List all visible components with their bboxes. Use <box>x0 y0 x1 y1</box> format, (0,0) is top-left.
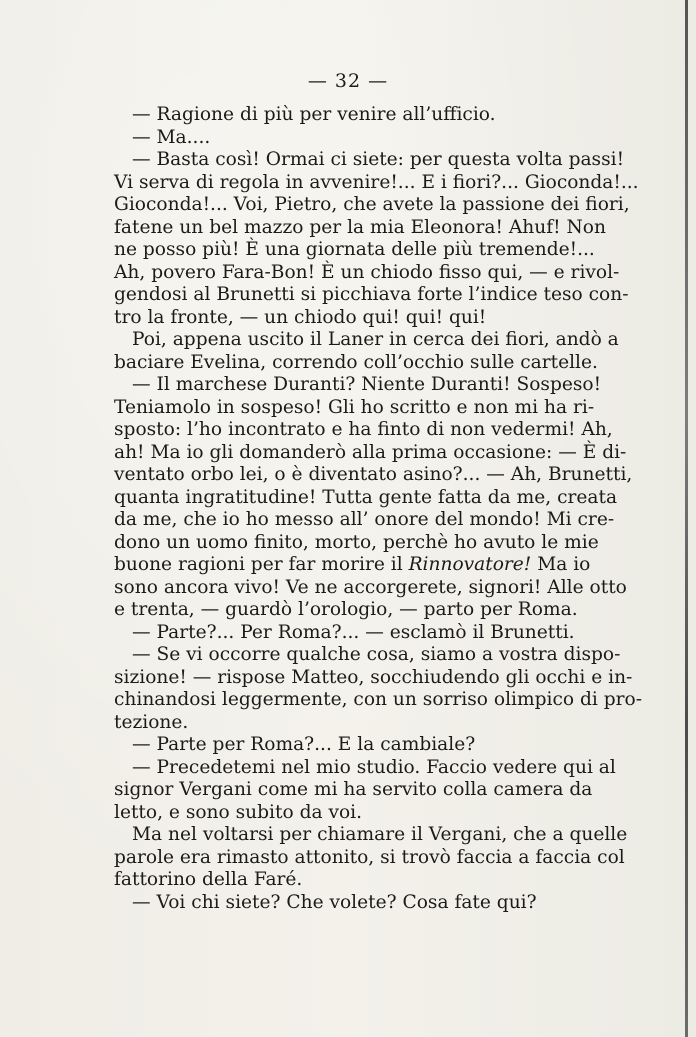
text-line-content: tro la fronte, — un chiodo qui! qui! qui! <box>114 306 487 328</box>
text-line-content: — Basta così! Ormai ci siete: per questa volta passi! <box>132 149 625 170</box>
text-line-content: — Parte per Roma?... E la cambiale? <box>132 734 476 755</box>
text-line <box>114 531 599 555</box>
page-number: — 32 — <box>307 70 389 92</box>
text-line <box>114 756 616 780</box>
text-line-content: fatene un bel mazzo per la mia Eleonora! Ahuf! Non <box>114 216 606 238</box>
text-line-content: tezione. <box>114 711 189 733</box>
text-line <box>114 419 613 442</box>
text-line-content: e trenta, — guardò l’orologio, — parto per Roma. <box>114 599 578 620</box>
text-line <box>114 351 598 375</box>
text-line <box>114 464 633 487</box>
text-line <box>114 892 584 915</box>
text-line-content: Gioconda!... Voi, Pietro, che avete la passione dei fiori, <box>114 194 630 215</box>
text-line <box>114 666 633 690</box>
text-line-content: letto, e sono subito da voi. <box>114 801 363 823</box>
text-line-content: buone ragioni per far morire il <box>114 554 409 575</box>
text-line <box>114 576 627 600</box>
text-line <box>114 824 628 847</box>
text-line <box>114 441 627 465</box>
text-line <box>114 689 642 712</box>
text-line <box>114 149 625 172</box>
text-line <box>114 486 618 510</box>
text-line-content: chinandosi leggermente, con un sorriso olimpico di pro- <box>114 689 642 710</box>
text-line-content: gendosi al Brunetti si picchiava forte l’indice teso con- <box>114 284 629 305</box>
text-line-content: sono ancora vivo! Ve ne accorgerete, signori! Alle otto <box>114 576 627 598</box>
text-line-content: ah! Ma io gli domanderò alla prima occasione: — È di- <box>114 441 627 463</box>
text-line-content: — Parte?... Per Roma?... — esclamò il Brunetti. <box>132 621 575 643</box>
page-edge-shadow <box>685 0 688 1037</box>
text-line <box>114 261 620 285</box>
text-line-content: — Precedetemi nel mio studio. Faccio vedere qui al <box>132 756 616 778</box>
text-line-content: Vi serva di regola in avvenire!... E i fiori?... Gioconda!... <box>114 171 639 193</box>
text-line <box>114 644 621 667</box>
body-text <box>114 104 642 914</box>
text-line-content: — Se vi occorre qualche cosa, siamo a vostra dispo- <box>132 644 621 665</box>
text-line-content: sizione! — rispose Matteo, socchiudendo gli occhi e in- <box>114 666 633 688</box>
text-line <box>114 239 595 262</box>
text-line <box>114 622 584 645</box>
text-line-content: da me, che io ho messo all’ onore del mondo! Mi cre- <box>114 509 615 530</box>
text-line-content: ne posso più! È una giornata delle più tremende!... <box>114 239 595 260</box>
text-line-content: — Voi chi siete? Che volete? Cosa fate qui? <box>132 891 537 913</box>
text-line-content: Ah, povero Fara-Bon! È un chiodo fisso qui, — e rivol- <box>114 261 620 283</box>
text-line <box>114 171 639 195</box>
text-line <box>114 329 619 352</box>
text-line <box>114 509 615 532</box>
text-line-content: parole era rimasto attonito, si trovò faccia a faccia col <box>114 846 625 868</box>
text-line <box>114 284 629 307</box>
italic-title: Rinnovatore! <box>408 554 532 575</box>
text-line-content: dono un uomo finito, morto, perchè ho avuto le mie <box>114 531 599 553</box>
text-line <box>114 374 602 397</box>
text-line-continuation: Ma io <box>531 554 591 575</box>
text-line-content: fattorino della Faré. <box>114 869 303 890</box>
text-line-content: baciare Evelina, correndo coll’occhio sulle cartelle. <box>114 351 598 373</box>
text-line <box>114 802 584 825</box>
text-line <box>114 734 584 757</box>
text-line-content: ventato orbo lei, o è diventato asino?... — Ah, Brunetti, <box>114 464 633 485</box>
text-line-content: signor Vergani come mi ha servito colla camera da <box>114 779 593 800</box>
text-line-content: — Il marchese Duranti? Niente Duranti! Sospeso! <box>132 374 602 395</box>
text-line <box>114 396 595 420</box>
text-line <box>114 307 584 330</box>
text-line <box>114 216 606 240</box>
text-line-content: Poi, appena uscito il Laner in cerca dei fiori, andò a <box>132 329 619 350</box>
text-line-content: Ma nel voltarsi per chiamare il Vergani, che a quelle <box>132 824 628 845</box>
text-line-content: — Ma.... <box>132 126 211 148</box>
text-line <box>114 846 625 870</box>
text-line <box>114 194 630 217</box>
text-line-content: sposto: l’ho incontrato e ha finto di non vedermi! Ah, <box>114 419 613 440</box>
text-line <box>114 712 584 735</box>
text-line-content: Teniamolo in sospeso! Gli ho scritto e non mi ha ri- <box>114 396 595 418</box>
text-line <box>114 104 584 127</box>
text-line <box>114 869 584 892</box>
text-line-content: — Ragione di più per venire all’ufficio. <box>132 104 496 125</box>
text-line <box>114 599 584 622</box>
text-line <box>114 779 593 802</box>
text-line <box>114 554 591 577</box>
text-line-content: quanta ingratitudine! Tutta gente fatta da me, creata <box>114 486 618 508</box>
text-line <box>114 127 584 150</box>
